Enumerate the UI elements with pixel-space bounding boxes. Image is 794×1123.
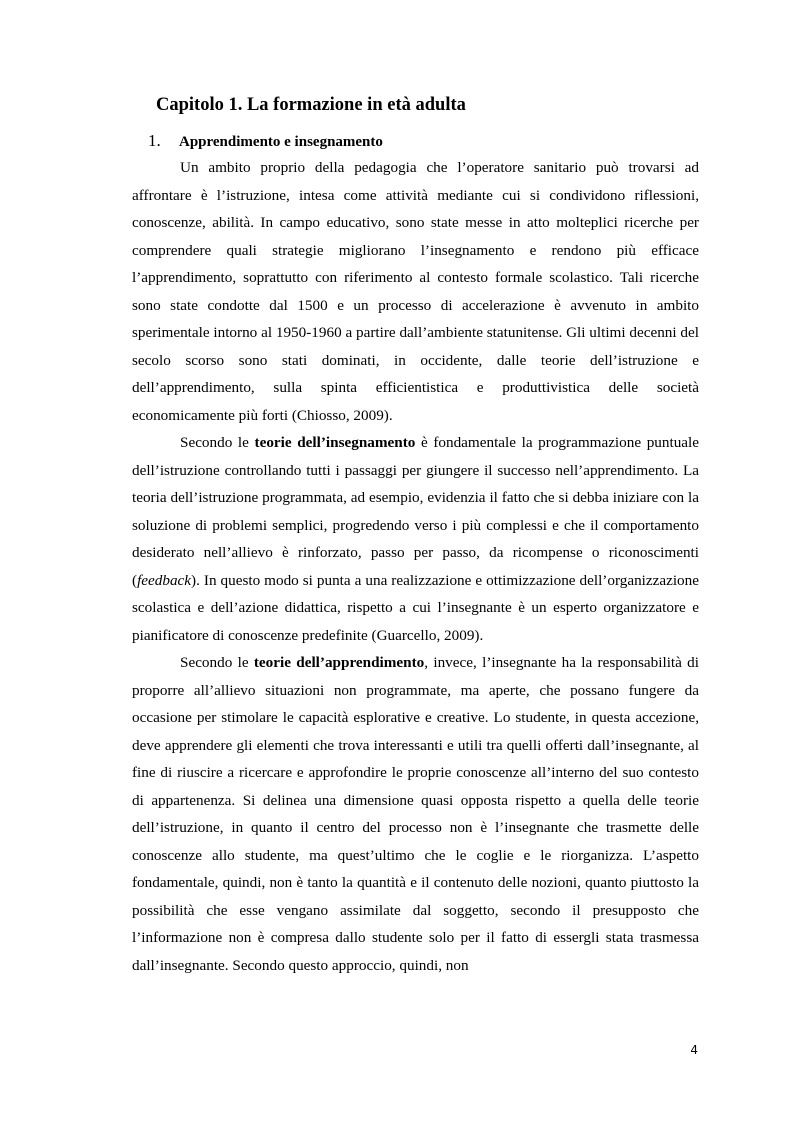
paragraph-2: [132, 429, 699, 649]
page-number: 4: [690, 1043, 698, 1057]
term-teorie-insegnamento: teorie dell’insegnamento: [254, 434, 416, 451]
paragraph-1-text: Un ambito proprio della pedagogia che l’operatore sanitario può trovarsi ad affrontare è l’istruzione, intesa come attività mediante cui si condividono riflessioni, conoscenze, abilità. In campo educativo, sono state messe in atto molteplici ricerche per comprendere quali strategie migliorano l’insegnamento e rendono più efficace l’apprendimento, soprattutto con riferimento al contesto formale scolastico. Tali ricerche sono state condotte dal 1500 e un processo di accelerazione è avvenuto in ambito sperimentale intorno al 1950-1960 a partire dall’ambiente statunitense. Gli ultimi decenni del secolo scorso sono stati dominati, in occidente, dalle teorie dell’istruzione e dell’apprendimento, sulla spinta efficientistica e produttivistica delle società economicamente più forti (Chiosso, 2009).: [132, 159, 699, 424]
paragraph-3-pre: Secondo le: [180, 654, 254, 671]
chapter-title: Capitolo 1. La formazione in età adulta: [156, 95, 466, 115]
paragraph-2-mid: è fondamentale la programmazione puntuale dell’istruzione controllando tutti i passaggi per giungere il successo nell’apprendimento. La teoria dell’istruzione programmata, ad esempio, evidenzia il fatto che si debba iniziare con la soluzione di problemi semplici, progredendo verso i più complessi e che il comportamento desiderato nell’allievo è rinforzato, passo per passo, da ricompense o riconoscimenti (: [132, 434, 699, 589]
body-text: [132, 154, 699, 979]
paragraph-2-post: ). In questo modo si punta a una realizzazione e ottimizzazione dell’organizzazione scolastica e dell’azione didattica, rispetto a cui l’insegnante è un esperto organizzatore e pianificatore di conoscenze predefinite (Guarcello, 2009).: [132, 571, 699, 644]
term-feedback: feedback: [137, 571, 192, 589]
section-heading: [148, 128, 383, 153]
paragraph-3-post: , invece, l’insegnante ha la responsabilità di proporre all’allievo situazioni non programmate, ma aperte, che possano fungere da occasione per stimolare le capacità esplorative e creative. Lo studente, in questa accezione, deve apprendere gli elementi che trova interessanti e utili tra quelli offerti dall’insegnante, al fine di riuscire a ricercare e approfondire le proprie conoscenze all’interno del suo contesto di appartenenza. Si delinea una dimensione quasi opposta rispetto a quella delle teorie dell’istruzione, in quanto il centro del processo non è l’insegnante che trasmette delle conoscenze allo studente, ma quest’ultimo che le coglie e le riorganizza. L’aspetto fondamentale, quindi, non è tanto la quantità e il contenuto delle nozioni, quanto piuttosto la possibilità che esse vengano assimilate dal soggetto, secondo il presupposto che l’informazione non è compresa dallo studente solo per il fatto di essergli stata trasmessa dall’insegnante. Secondo questo approccio, quindi, non: [132, 654, 699, 974]
section-number: 1.: [148, 131, 161, 150]
section-title: Apprendimento e insegnamento: [179, 134, 383, 150]
paragraph-2-pre: Secondo le: [180, 434, 255, 451]
term-teorie-apprendimento: teorie dell’apprendimento: [253, 654, 425, 671]
paragraph-3: [132, 649, 699, 979]
paragraph-1: [132, 154, 699, 429]
